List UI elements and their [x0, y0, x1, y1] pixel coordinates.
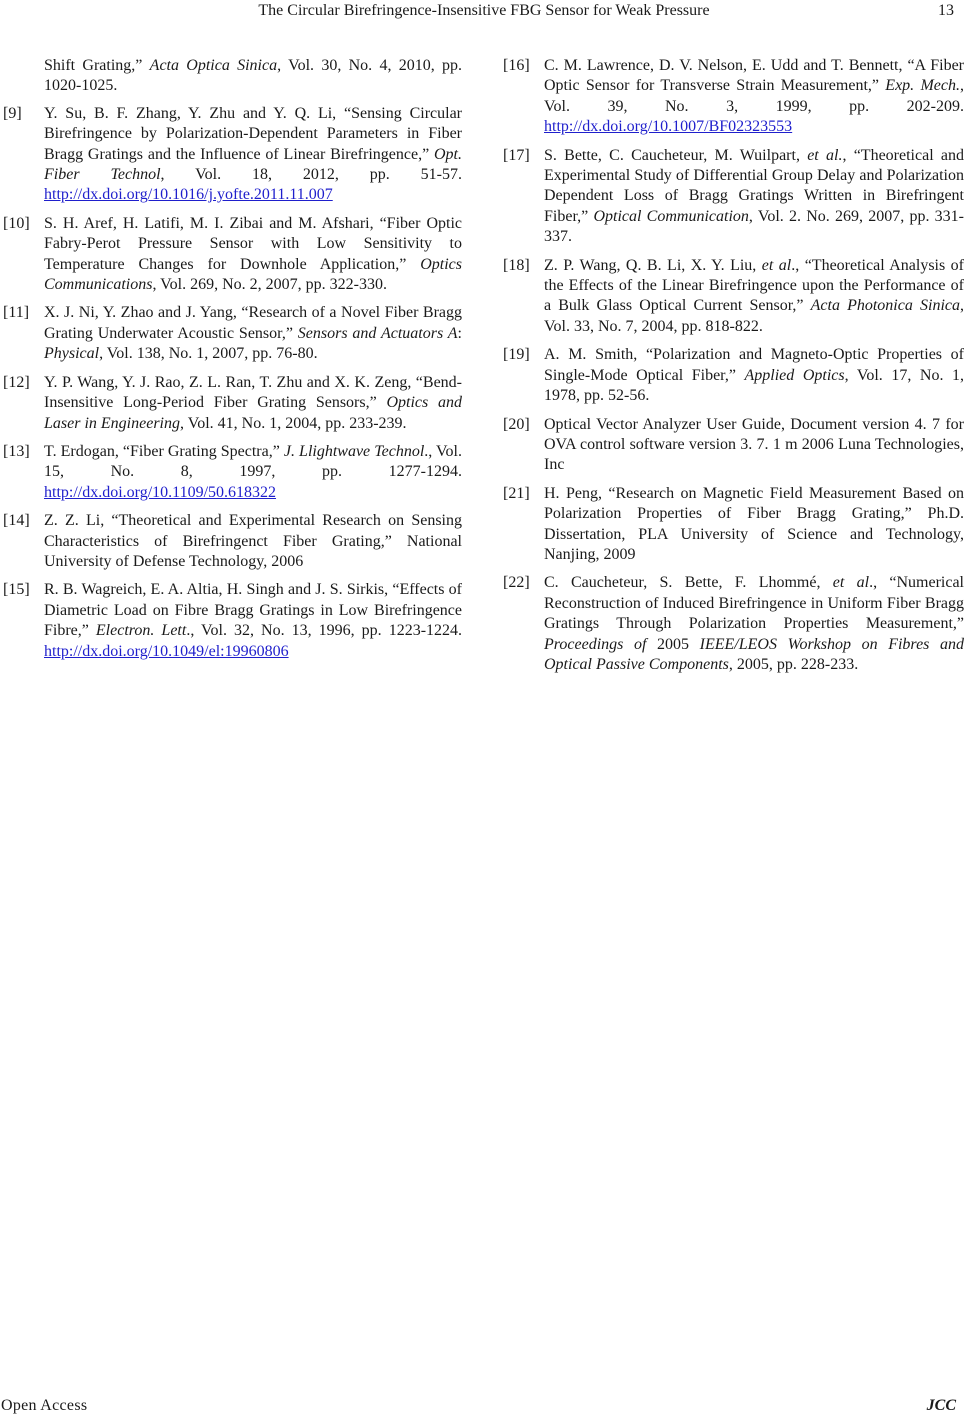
reference-number: [22] [503, 574, 530, 592]
reference-segment: , Vol. 269, No. 2, 2007, pp. 322-330. [152, 276, 387, 294]
reference-entry [3, 442, 462, 503]
reference-number: [17] [503, 146, 530, 164]
reference-number: [14] [3, 512, 30, 530]
reference-text [44, 104, 462, 206]
reference-entry [503, 415, 964, 476]
reference-text [544, 56, 964, 138]
reference-entry [503, 146, 964, 248]
reference-text [44, 303, 462, 364]
reference-segment: , Vol. 17, No. 1, 1978, pp. 52-56. [544, 366, 964, 405]
footer-journal-abbrev: JCC [926, 1397, 956, 1414]
reference-text [544, 573, 964, 675]
reference-number: [10] [3, 214, 30, 232]
reference-segment: 2005 [646, 635, 700, 653]
doi-link[interactable]: http://dx.doi.org/10.1016/j.yofte.2011.11.007 [44, 186, 333, 204]
reference-entry [503, 56, 964, 138]
reference-segment: Z. Z. Li, “Theoretical and Experimental Research on Sensing Characteristics of Birefringenct Fiber Grating,” National University of Defense Technology, 2006 [44, 512, 462, 570]
references-left-column [3, 56, 462, 670]
reference-italic-text: Opt. Fiber Technol [44, 145, 462, 184]
reference-segment: ., Vol. 32, No. 13, 1996, pp. 1223-1224. [186, 622, 463, 640]
reference-entry [3, 373, 462, 434]
reference-segment: ., “Theoretical Analysis of the Effects of the Linear Birefringence upon the Performance of a Bulk Glass Optical Current Sensor,” [544, 256, 964, 315]
reference-italic-text: Acta Photonica Sinica [810, 297, 960, 315]
reference-italic-text: Electron. Lett [95, 622, 187, 640]
reference-segment: : [457, 324, 462, 342]
reference-entry [3, 214, 462, 296]
reference-segment: T. Erdogan, “Fiber Grating Spectra,” [44, 442, 284, 460]
reference-entry [503, 345, 964, 406]
reference-text [3, 56, 462, 97]
reference-segment: , Vol. 138, No. 1, 2007, pp. 76-80. [99, 345, 318, 363]
reference-segment: , Vol. 30, No. 4, 2010, pp. 1020-1025. [44, 57, 463, 95]
reference-entry [3, 303, 462, 364]
running-title: The Circular Birefringence-Insensitive FBG Sensor for Weak Pressure [258, 2, 710, 19]
reference-text [544, 415, 964, 476]
reference-segment: Y. Su, B. F. Zhang, Y. Zhu and Y. Q. Li, “Sensing Circular Birefringence by Polarization-Dependent Parameters in Fiber Bragg Gratings and the Influence of Linear Birefringence,” [44, 104, 462, 163]
reference-italic-text: Exp. Mech. [885, 77, 961, 95]
reference-segment: Z. P. Wang, Q. B. Li, X. Y. Liu, [544, 256, 762, 274]
reference-segment: ., “Numerical Reconstruction of Induced Birefringence in Uniform Fiber Bragg Gratings Through Polarization Properties Measurement,” [544, 574, 964, 633]
reference-italic-text: IEEE/LEOS Workshop on Fibres and Optical Passive Components [544, 635, 964, 673]
reference-text [544, 484, 964, 566]
reference-segment: S. H. Aref, H. Latifi, M. I. Zibai and M. Afshari, “Fiber Optic Fabry-Perot Pressure Sensor with Low Sensitivity to Temperature Changes for Downhole Application,” [44, 214, 462, 273]
reference-number: [21] [503, 484, 530, 502]
reference-entry [3, 104, 462, 206]
reference-italic-text: Optics Communications [44, 255, 462, 294]
reference-segment: C. M. Lawrence, D. V. Nelson, E. Udd and T. Bennett, “A Fiber Optic Sensor for Transverse Strain Measurement,” [544, 57, 964, 95]
reference-number: [20] [503, 415, 530, 433]
reference-italic-text: Optical Communication [593, 207, 749, 225]
reference-italic-text: et al [761, 256, 792, 274]
reference-italic-text: Acta Optica Sinica [149, 57, 278, 74]
reference-italic-text: et al. [807, 146, 843, 164]
reference-entry [3, 580, 462, 662]
reference-segment: A. M. Smith, “Polarization and Magneto-Optic Properties of Single-Mode Optical Fiber,” [544, 346, 964, 384]
reference-entry [503, 256, 964, 338]
reference-segment: , Vol. 18, 2012, pp. 51-57. [160, 166, 462, 184]
reference-segment: S. Bette, C. Caucheteur, M. Wuilpart, [544, 146, 808, 164]
reference-segment: , “Theoretical and Experimental Study of Differential Group Delay and Polarization Dependent Loss of Bragg Gratings Written in Birefringent Fiber,” [544, 146, 964, 225]
reference-number: [16] [503, 57, 530, 74]
reference-segment: C. Caucheteur, S. Bette, F. Lhommé, [544, 574, 833, 592]
reference-text [44, 214, 462, 296]
reference-italic-text: Proceedings of [544, 635, 647, 653]
reference-entry [3, 511, 462, 572]
reference-italic-text: et al [832, 574, 870, 592]
reference-segment: X. J. Ni, Y. Zhao and J. Yang, “Research of a Novel Fiber Bragg Grating Underwater Acoustic Sensor,” [44, 304, 462, 342]
reference-segment: Shift Grating,” [44, 57, 150, 74]
reference-segment: H. Peng, “Research on Magnetic Field Measurement Based on Polarization Properties of Fiber Bragg Grating,” Ph.D. Dissertation, PLA University of Science and Technology, Nanjing, 2009 [544, 484, 964, 563]
reference-text [544, 146, 964, 248]
doi-link[interactable]: http://dx.doi.org/10.1049/el:19960806 [44, 642, 289, 660]
reference-number: [9] [3, 104, 22, 122]
reference-segment: , Vol. 39, No. 3, 1999, pp. 202-209. [544, 77, 965, 115]
reference-segment: ., Vol. 15, No. 8, 1997, pp. 1277-1294. [44, 442, 462, 481]
reference-segment: , Vol. 41, No. 1, 2004, pp. 233-239. [180, 414, 407, 432]
reference-text [44, 580, 462, 662]
reference-text [544, 256, 964, 338]
reference-segment: Y. P. Wang, Y. J. Rao, Z. L. Ran, T. Zhu and X. K. Zeng, “Bend-Insensitive Long-Period Fiber Grating Sensors,” [44, 373, 462, 412]
reference-number: [12] [3, 373, 30, 391]
reference-segment: Optical Vector Analyzer User Guide, Document version 4. 7 for OVA control software version 3. 7. 1 m 2006 Luna Technologies, Inc [544, 415, 964, 474]
reference-italic-text: Applied Optics [744, 366, 845, 384]
doi-link[interactable]: http://dx.doi.org/10.1007/BF02323553 [544, 118, 793, 136]
reference-segment: R. B. Wagreich, E. A. Altia, H. Singh and J. S. Sirkis, “Effects of Diametric Load on Fibre Bragg Gratings in Low Birefringence Fibre,” [44, 581, 462, 640]
page-number: 13 [938, 2, 954, 19]
references-right-column [503, 56, 964, 683]
reference-italic-text: J. Llightwave Technol [283, 442, 425, 460]
reference-number: [15] [3, 581, 30, 599]
reference-text [44, 373, 462, 434]
reference-entry [503, 484, 964, 566]
reference-number: [11] [3, 304, 30, 322]
reference-number: [19] [503, 346, 530, 364]
reference-text [44, 511, 462, 572]
reference-text [44, 442, 462, 503]
reference-italic-text: Sensors and Actuators A [297, 324, 458, 342]
reference-segment: , Vol. 33, No. 7, 2004, pp. 818-822. [544, 297, 964, 335]
doi-link[interactable]: http://dx.doi.org/10.1109/50.618322 [44, 483, 277, 501]
reference-number: [13] [3, 442, 30, 460]
footer-open-access: Open Access [1, 1397, 88, 1414]
reference-italic-text: Optics and Laser in Engineering [44, 394, 462, 432]
reference-segment: , 2005, pp. 228-233. [728, 655, 859, 673]
reference-text [544, 345, 964, 406]
reference-number: [18] [503, 256, 530, 274]
reference-segment: , Vol. 2. No. 269, 2007, pp. 331-337. [544, 207, 965, 246]
reference-italic-text: Physical [44, 345, 100, 363]
reference-entry [3, 56, 462, 97]
reference-entry [503, 573, 964, 675]
